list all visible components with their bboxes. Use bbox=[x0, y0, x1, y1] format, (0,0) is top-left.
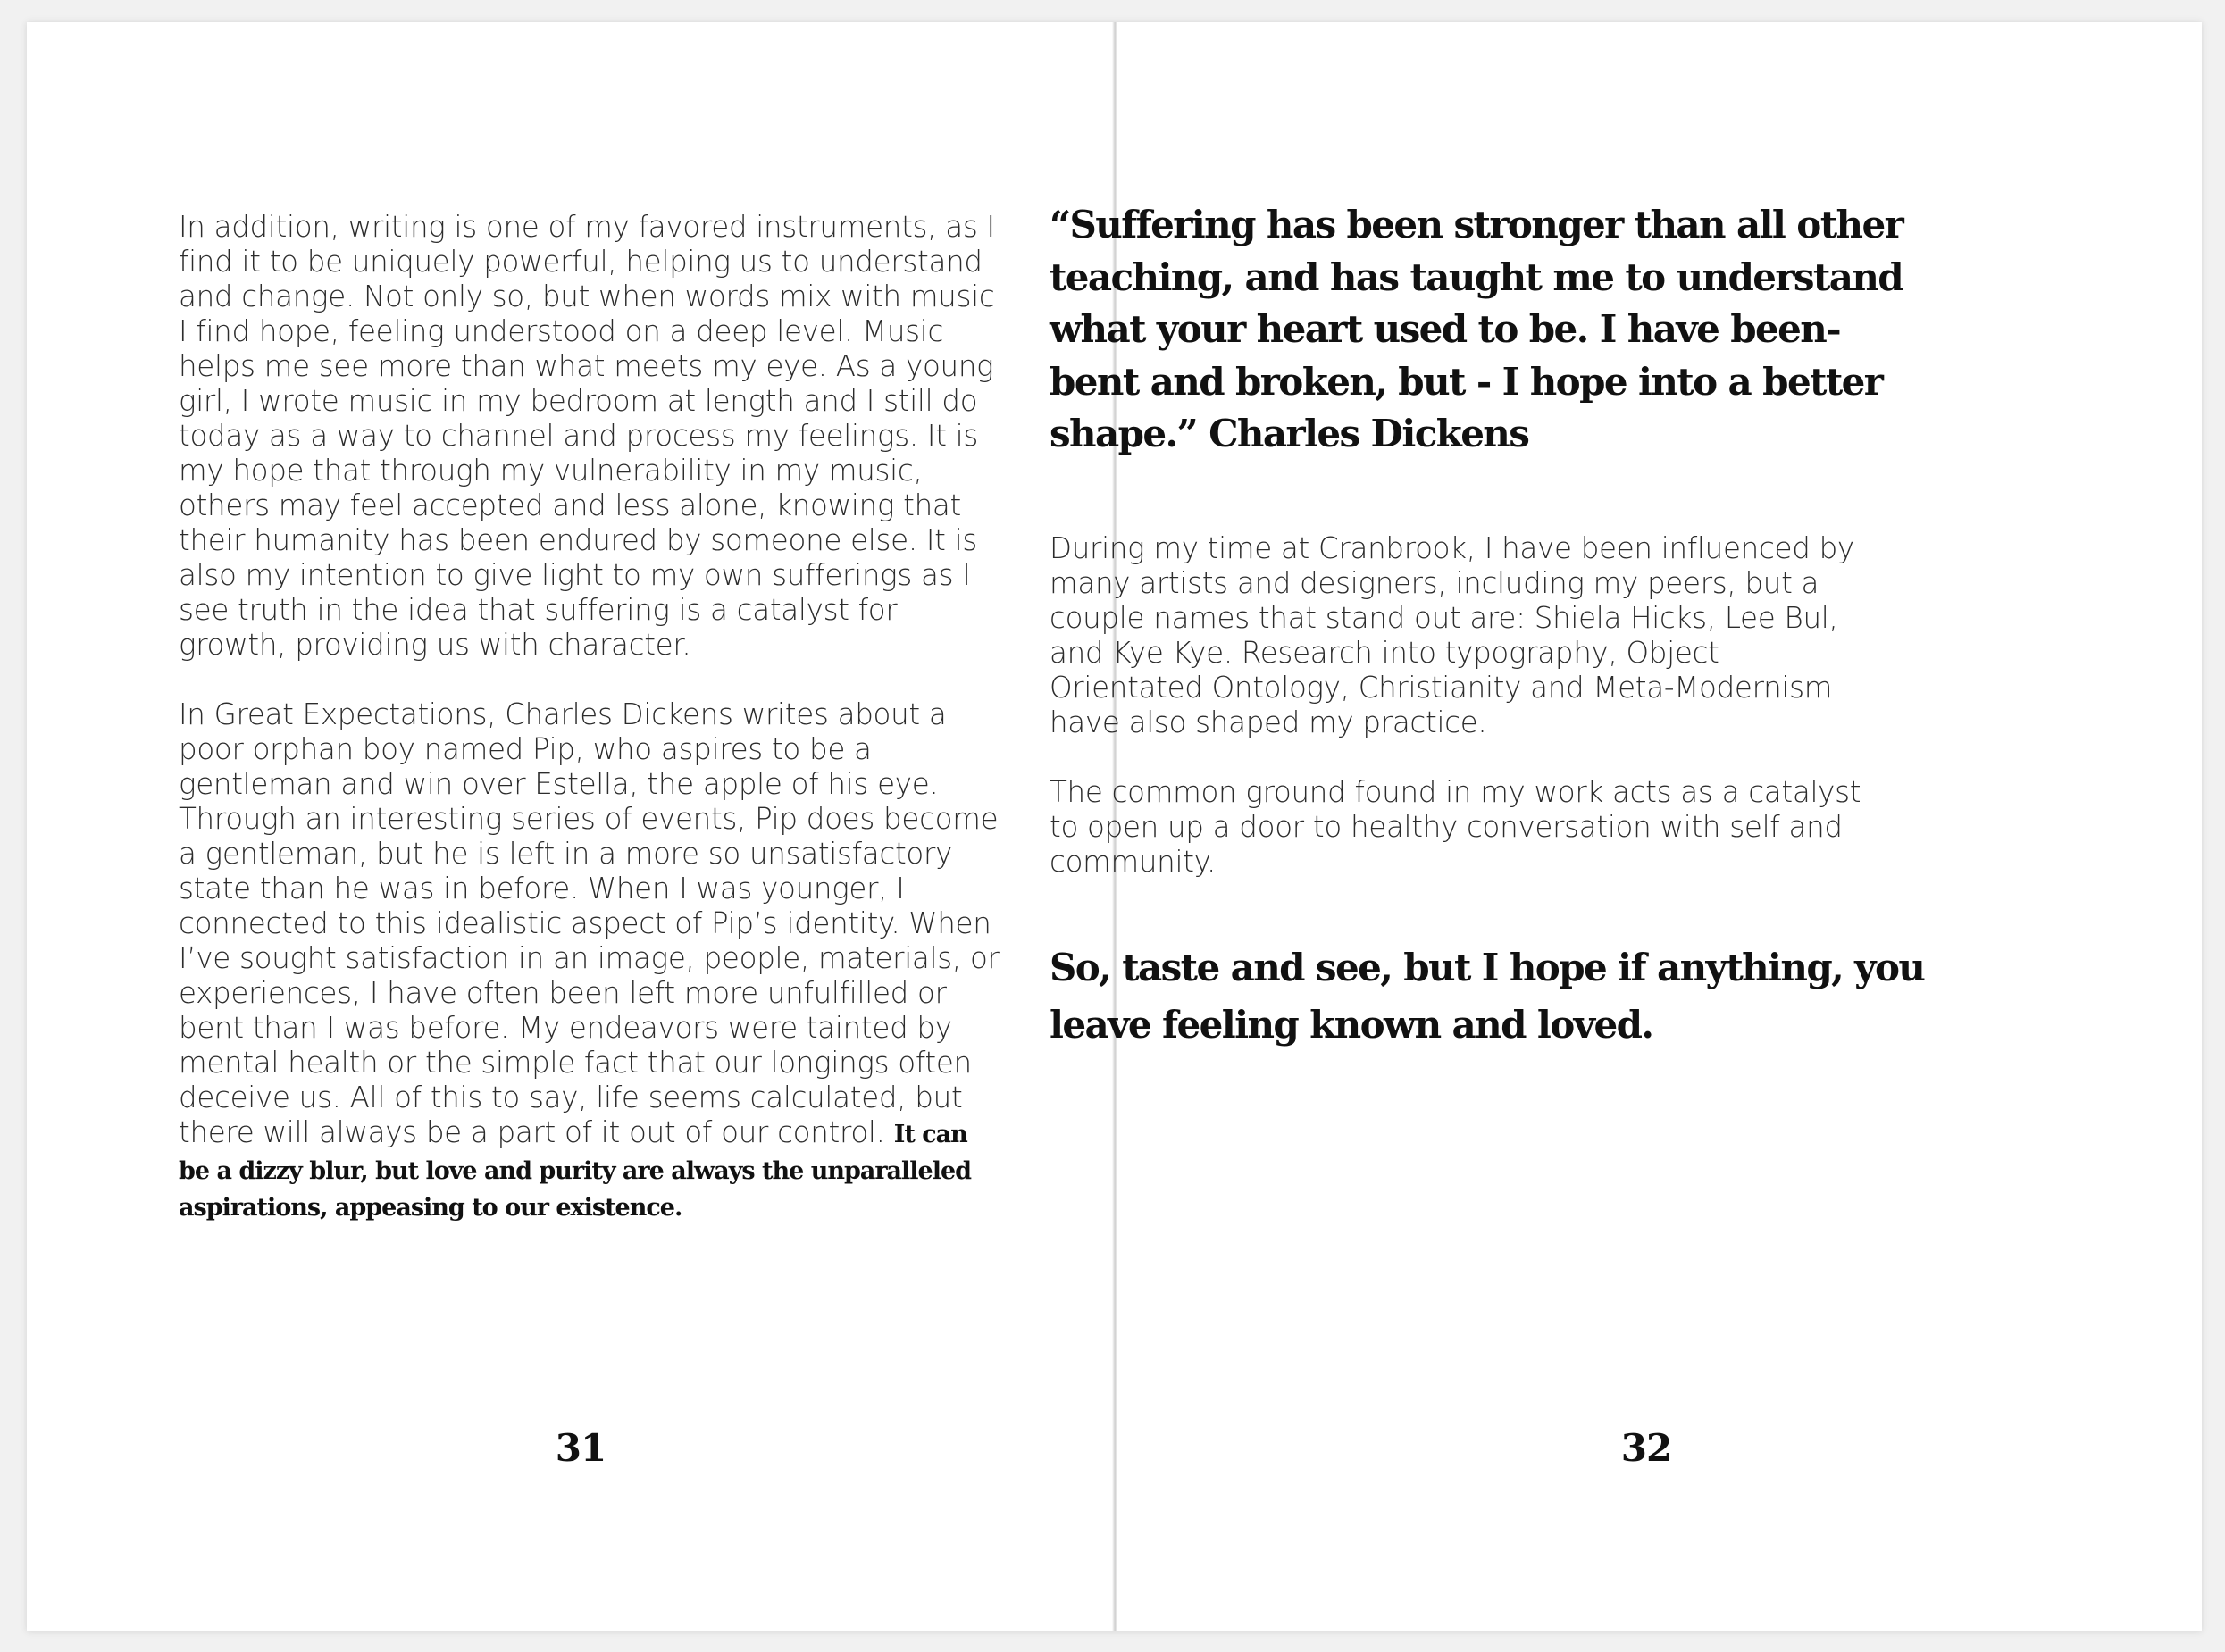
closing-statement: So, taste and see, but I hope if anything, you leave feeling known and loved. bbox=[1050, 946, 1925, 1047]
page-number-right: 32 bbox=[1620, 1426, 1672, 1470]
right-paragraph-2: The common ground found in my work acts as a catalyst to open up a door to healthy conversation with self and community. bbox=[1050, 775, 1861, 879]
page-number-left: 31 bbox=[555, 1426, 606, 1470]
left-page-body bbox=[179, 210, 1000, 1260]
right-page-body bbox=[1050, 531, 1871, 914]
left-paragraph-2-text: In Great Expectations, Charles Dickens writes about a poor orphan boy named Pip, who aspires to be a gentleman and win over Estella, the apple of his eye. Through an interesting series of events, Pip does become a gentleman, but he is left in a more so unsatisfactory state than he was in before. When I was younger, I connected to this idealistic aspect of Pip’s identity. When I’ve sought satisfaction in an image, people, materials, or experiences, I have often been left more unfulfilled or bent than I was before. My endeavors were tainted by mental health or the simple fact that our longings often deceive us. All of this to say, life seems calculated, but there will always be a part of it out of our control. bbox=[179, 697, 1000, 1149]
left-paragraph-2-bold: It can be a dizzy blur, but love and purity are always the unparalleled aspirations, appeasing to our existence. bbox=[179, 1121, 972, 1222]
left-paragraph-2 bbox=[179, 697, 1000, 1225]
left-paragraph-1: In addition, writing is one of my favored instruments, as I find it to be uniquely powerful, helping us to understand and change. Not only so, but when words mix with music I find hope, feeling understood on a deep level. Music helps me see more than what meets my eye. As a young girl, I wrote music in my bedroom at length and I still do today as a way to channel and process my feelings. It is my hope that through my vulnerability in my music, others may feel accepted and less alone, knowing that their humanity has been endured by someone else. It is also my intention to give light to my own sufferings as I see truth in the idea that suffering is a catalyst for growth, providing us with character. bbox=[179, 210, 995, 662]
pull-quote: “Suffering has been stronger than all other teaching, and has taught me to understand what your heart used to be. I have been-bent and broken, but - I hope into a better shape.” Charles Dickens bbox=[1050, 203, 1903, 455]
left-page bbox=[27, 22, 1112, 1631]
right-paragraph-1: During my time at Cranbrook, I have been influenced by many artists and designers, including my peers, but a couple names that stand out are: Shiela Hicks, Lee Bul, and Kye Kye. Research into typography, Object Orientated Ontology, Christianity and Meta-Modernism have also shaped my practice. bbox=[1050, 531, 1854, 739]
book-spread bbox=[27, 22, 2202, 1631]
